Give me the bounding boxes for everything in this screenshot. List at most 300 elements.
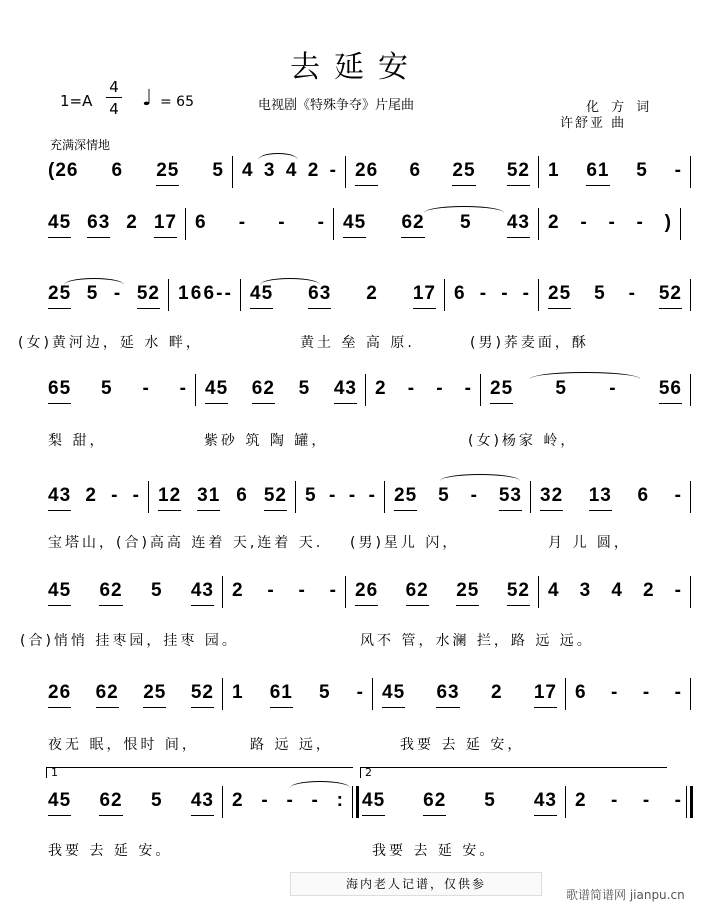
lyricist: 化 方 词	[586, 100, 654, 115]
measure-notes	[355, 160, 530, 182]
barline	[690, 678, 691, 710]
measure-notes	[575, 790, 682, 812]
measure-notes	[48, 378, 187, 400]
note-group: 4	[548, 580, 560, 601]
note-group: 5	[212, 160, 224, 181]
slur	[64, 278, 124, 285]
note-group: 2	[366, 283, 378, 304]
volta-number-2: 2	[365, 766, 372, 779]
note-group: 26	[355, 580, 378, 602]
note-group: 25	[156, 160, 179, 182]
eighth-note-underline	[250, 308, 273, 309]
barline	[444, 279, 445, 311]
note-group: 6	[409, 160, 422, 181]
note-group: -	[628, 283, 636, 304]
note-group: 25	[394, 485, 417, 507]
note-group: 5	[298, 378, 311, 399]
note-group: 63	[87, 212, 110, 234]
barline	[195, 374, 196, 406]
note-group: 6	[637, 485, 650, 506]
note-group: -	[179, 378, 187, 399]
measure-notes	[382, 682, 557, 704]
note-group: -	[608, 212, 616, 233]
note-group: -	[501, 283, 509, 304]
note-group: 45	[382, 682, 405, 704]
eighth-note-underline	[48, 308, 71, 309]
note-group: -	[113, 283, 122, 304]
lyric-line: 风不 管，水澜 拦，路 远 远。	[360, 633, 594, 649]
note-group: 2	[490, 682, 503, 703]
note-group: 52	[507, 580, 530, 602]
barline	[148, 481, 149, 513]
eighth-note-underline	[48, 605, 71, 606]
barline	[690, 481, 691, 513]
measure-notes	[548, 212, 672, 234]
barline	[222, 678, 223, 710]
note-group: -	[298, 580, 306, 601]
note-group: -	[356, 682, 364, 703]
measure-notes	[250, 283, 436, 305]
note-group: -	[479, 283, 488, 304]
barline	[686, 786, 687, 818]
measure-notes	[362, 790, 557, 812]
eighth-note-underline	[436, 707, 459, 708]
measure-notes	[355, 580, 530, 602]
barline	[333, 208, 334, 240]
note-group: 52	[191, 682, 214, 704]
note-group: 62	[96, 682, 119, 704]
barline	[356, 786, 359, 818]
measure-notes	[178, 283, 232, 305]
note-group: 62	[99, 580, 122, 602]
note-group: 52	[264, 485, 287, 507]
note-group: 45	[343, 212, 366, 234]
note-group: 25	[548, 283, 571, 305]
note-group: 2	[548, 212, 560, 233]
note-group: 1	[548, 160, 560, 181]
note-group: 2	[642, 580, 655, 601]
note-group: -	[611, 682, 619, 703]
note-group: -	[278, 212, 286, 233]
lyric-line: 我要 去 延 安。	[372, 843, 497, 859]
note-group: -	[674, 580, 682, 601]
note-group: -	[580, 212, 588, 233]
lyric-line: 月 儿 圆，	[548, 535, 631, 551]
measure-notes	[575, 682, 682, 704]
note-group: 6	[575, 682, 587, 703]
eighth-note-underline	[362, 815, 385, 816]
measure-notes	[394, 485, 522, 507]
note-group: 63	[308, 283, 331, 305]
barline	[565, 678, 566, 710]
note-group: -	[238, 212, 247, 233]
note-group: 3	[263, 160, 276, 181]
note-group: -	[674, 790, 682, 811]
note-group: 1	[178, 283, 190, 304]
eighth-note-underline	[659, 403, 682, 404]
note-group: 3	[579, 580, 592, 601]
barline	[345, 156, 346, 188]
note-group: 6	[203, 283, 216, 304]
note-group: 1	[232, 682, 244, 703]
note-group: 25	[490, 378, 513, 400]
measure-notes	[48, 160, 224, 182]
eighth-note-underline	[48, 403, 71, 404]
note-group: 2	[307, 160, 320, 181]
eighth-note-underline	[87, 237, 110, 238]
note-group: 5	[305, 485, 317, 506]
note-group: 45	[48, 212, 71, 234]
measure-notes	[48, 580, 214, 602]
note-group: 26	[48, 682, 71, 704]
note-group: 32	[540, 485, 563, 507]
eighth-note-underline	[191, 605, 214, 606]
note-group: 6	[195, 212, 207, 233]
note-group: -	[642, 682, 651, 703]
note-group: 52	[507, 160, 530, 182]
note-group: 45	[48, 580, 71, 602]
note-group: -	[470, 485, 478, 506]
note-group: 62	[99, 790, 122, 812]
note-group: 17	[534, 682, 557, 704]
note-group: 2	[126, 212, 138, 233]
measure-notes	[48, 283, 160, 305]
barline	[295, 481, 296, 513]
composer: 许舒亚 曲	[560, 116, 627, 131]
note-group: 63	[436, 682, 459, 704]
eighth-note-underline	[334, 403, 357, 404]
note-group: 25	[456, 580, 479, 602]
note-group: -	[636, 212, 644, 233]
eighth-note-underline	[355, 605, 378, 606]
measure-notes	[490, 378, 682, 400]
barline	[690, 786, 693, 818]
eighth-note-underline	[490, 403, 513, 404]
note-group: 5	[101, 378, 113, 399]
measure-notes	[232, 682, 364, 704]
measure-notes	[195, 212, 325, 234]
time-signature-denominator: 4	[109, 100, 119, 118]
barline	[232, 156, 233, 188]
lyric-line: (男)荞麦面，酥	[470, 335, 589, 351]
measure-notes	[48, 485, 140, 507]
lyric-line: 我要 去 延 安，	[400, 737, 525, 753]
lyric-line: 路 远 远，	[250, 737, 333, 753]
note-group: 5	[594, 283, 606, 304]
note-group: 45	[250, 283, 273, 305]
eighth-note-underline	[343, 237, 366, 238]
barline	[168, 279, 169, 311]
quarter-note-icon: ♩	[142, 86, 153, 111]
lyric-line: 黄土 垒 高 原.	[300, 335, 415, 351]
lyric-line: 紫砂 筑 陶 罐，	[204, 433, 329, 449]
note-group: 26	[355, 160, 378, 182]
eighth-note-underline	[548, 308, 571, 309]
measure-notes	[232, 580, 337, 602]
barline	[240, 279, 241, 311]
eighth-note-underline	[394, 510, 417, 511]
note-group: 25	[452, 160, 475, 182]
barline	[538, 279, 539, 311]
page-title: 去延安	[290, 50, 422, 85]
note-group: 5	[150, 580, 163, 601]
eighth-note-underline	[205, 403, 228, 404]
note-group: -	[216, 283, 224, 304]
note-group: -	[317, 212, 325, 233]
eighth-note-underline	[48, 510, 71, 511]
measure-notes	[540, 485, 682, 507]
barline	[345, 576, 346, 608]
note-group: 2	[375, 378, 387, 399]
note-group: 31	[197, 485, 220, 507]
note-group: -	[132, 485, 140, 506]
note-group: -	[368, 485, 376, 506]
measure-notes	[548, 580, 682, 602]
eighth-note-underline	[99, 815, 122, 816]
note-group: -	[261, 790, 269, 811]
note-group: 5	[555, 378, 567, 399]
note-group: -	[329, 485, 337, 506]
eighth-note-underline	[48, 237, 71, 238]
note-group: 43	[334, 378, 357, 400]
measure-notes	[232, 790, 344, 812]
note-group: 2	[85, 485, 97, 506]
measure-notes	[48, 682, 214, 704]
barline	[680, 208, 681, 240]
eighth-note-underline	[507, 237, 530, 238]
note-group: -	[329, 160, 337, 181]
note-group: 5	[438, 485, 450, 506]
time-signature-numerator: 4	[109, 78, 119, 96]
note-group: 5	[636, 160, 648, 181]
barline	[384, 481, 385, 513]
barline	[690, 374, 691, 406]
note-group: -	[642, 790, 651, 811]
note-group: 45	[362, 790, 385, 812]
lyric-line: 夜无 眠，恨时 间，	[48, 737, 199, 753]
eighth-note-underline	[382, 707, 405, 708]
eighth-note-underline	[96, 707, 119, 708]
measure-notes	[305, 485, 376, 507]
barline	[222, 786, 223, 818]
note-group: 6	[236, 485, 248, 506]
barline	[538, 156, 539, 188]
eighth-note-underline	[158, 510, 181, 511]
slur	[530, 372, 640, 379]
note-group: 45	[48, 790, 71, 812]
note-group: 62	[401, 212, 424, 234]
note-group: 45	[205, 378, 228, 400]
lyric-line: (女)黄河边，延 水 畔，	[18, 335, 203, 351]
eighth-note-underline	[534, 707, 557, 708]
barline	[690, 156, 691, 188]
note-group: 62	[252, 378, 275, 400]
note-group: 5	[318, 682, 331, 703]
note-group: 61	[586, 160, 609, 182]
measure-notes	[242, 160, 337, 182]
note-group: -	[407, 378, 416, 399]
note-group: 43	[191, 580, 214, 602]
eighth-note-underline	[589, 510, 612, 511]
note-group: -	[224, 283, 232, 304]
eighth-note-underline	[401, 237, 424, 238]
note-group: 62	[406, 580, 429, 602]
note-group: -	[609, 378, 617, 399]
eighth-note-underline	[659, 308, 682, 309]
note-group: 12	[158, 485, 181, 507]
note-group: (26	[48, 160, 79, 181]
note-group: 2	[232, 790, 244, 811]
note-group: -	[674, 682, 682, 703]
measure-notes	[375, 378, 472, 400]
lyric-line: 宝塔山，(合)高高 连着 天,连着 天.	[48, 535, 324, 551]
note-group: 5	[459, 212, 472, 233]
barline	[565, 786, 566, 818]
eighth-note-underline	[499, 510, 522, 511]
lyric-line: (女)杨家 岭，	[468, 433, 578, 449]
note-group: 4	[285, 160, 298, 181]
note-group: 43	[507, 212, 530, 234]
eighth-note-underline	[308, 308, 331, 309]
footer-note: 海内老人记谱，仅供参	[290, 872, 542, 896]
slur	[260, 278, 320, 285]
barline	[690, 576, 691, 608]
note-group: 6	[111, 160, 124, 181]
lyric-line: (合)悄悄 挂枣园，挂枣 园。	[20, 633, 239, 649]
volta-bracket-1	[46, 767, 353, 778]
eighth-note-underline	[143, 707, 166, 708]
note-group: 6	[454, 283, 466, 304]
note-group: 4	[242, 160, 254, 181]
barline	[538, 208, 539, 240]
note-group: -	[142, 378, 150, 399]
eighth-note-underline	[507, 185, 530, 186]
measure-notes	[343, 212, 530, 234]
note-group: 5	[484, 790, 496, 811]
note-group: 6	[190, 283, 203, 304]
eighth-note-underline	[406, 605, 429, 606]
note-group: -	[522, 283, 530, 304]
eighth-note-underline	[456, 605, 479, 606]
slur	[424, 206, 504, 213]
measure-notes	[48, 212, 177, 234]
lyric-line: 我要 去 延 安。	[48, 843, 173, 859]
note-group: 52	[137, 283, 160, 305]
note-group: 52	[659, 283, 682, 305]
note-group: :	[336, 790, 344, 811]
note-group: -	[348, 485, 357, 506]
barline	[222, 576, 223, 608]
key-signature: 1=A	[60, 92, 93, 110]
note-group: -	[329, 580, 337, 601]
eighth-note-underline	[252, 403, 275, 404]
measure-notes	[454, 283, 530, 305]
slur	[258, 153, 298, 160]
barline	[538, 576, 539, 608]
eighth-note-underline	[586, 185, 609, 186]
watermark: 歌谱简谱网 jianpu.cn	[566, 888, 685, 902]
eighth-note-underline	[540, 510, 563, 511]
barline	[365, 374, 366, 406]
measure-notes	[158, 485, 287, 507]
barline	[185, 208, 186, 240]
barline	[352, 786, 353, 818]
eighth-note-underline	[48, 815, 71, 816]
note-group: 65	[48, 378, 71, 400]
lyric-line: 梨 甜，	[48, 433, 107, 449]
eighth-note-underline	[534, 815, 557, 816]
note-group: 25	[48, 283, 71, 305]
eighth-note-underline	[191, 815, 214, 816]
note-group: -	[311, 790, 319, 811]
eighth-note-underline	[355, 185, 378, 186]
measure-notes	[205, 378, 357, 400]
measure-notes	[548, 160, 682, 182]
note-group: -	[611, 790, 619, 811]
eighth-note-underline	[48, 707, 71, 708]
tempo-value: = 65	[160, 94, 194, 110]
expression-mark: 充满深情地	[50, 138, 111, 152]
barline	[372, 678, 373, 710]
eighth-note-underline	[191, 707, 214, 708]
eighth-note-underline	[264, 510, 287, 511]
note-group: 61	[270, 682, 293, 704]
note-group: -	[111, 485, 119, 506]
barline	[530, 481, 531, 513]
measure-notes	[548, 283, 682, 305]
eighth-note-underline	[156, 185, 179, 186]
slur	[440, 474, 520, 481]
note-group: 62	[423, 790, 446, 812]
measure-notes	[48, 790, 214, 812]
note-group: -	[267, 580, 275, 601]
note-group: 13	[589, 485, 612, 507]
eighth-note-underline	[137, 308, 160, 309]
eighth-note-underline	[507, 605, 530, 606]
slur	[290, 781, 350, 788]
time-signature-line	[106, 97, 122, 98]
note-group: 43	[534, 790, 557, 812]
note-group: 5	[150, 790, 163, 811]
eighth-note-underline	[197, 510, 220, 511]
lyric-line: (男)星儿 闪，	[350, 535, 460, 551]
subtitle: 电视剧《特殊争夺》片尾曲	[258, 98, 415, 113]
note-group: -	[674, 160, 682, 181]
note-group: -	[464, 378, 472, 399]
note-group: 2	[575, 790, 587, 811]
note-group: 4	[611, 580, 623, 601]
note-group: 43	[191, 790, 214, 812]
note-group: 25	[143, 682, 166, 704]
eighth-note-underline	[423, 815, 446, 816]
eighth-note-underline	[452, 185, 475, 186]
note-group: -	[286, 790, 294, 811]
volta-bracket-2	[360, 767, 667, 778]
note-group: -	[674, 485, 682, 506]
eighth-note-underline	[154, 237, 177, 238]
eighth-note-underline	[270, 707, 293, 708]
note-group: )	[664, 212, 672, 233]
eighth-note-underline	[99, 605, 122, 606]
note-group: 17	[413, 283, 436, 305]
note-group: 5	[86, 283, 99, 304]
note-group: -	[436, 378, 444, 399]
barline	[690, 279, 691, 311]
note-group: 2	[232, 580, 244, 601]
note-group: 17	[154, 212, 177, 234]
note-group: 53	[499, 485, 522, 507]
eighth-note-underline	[413, 308, 436, 309]
